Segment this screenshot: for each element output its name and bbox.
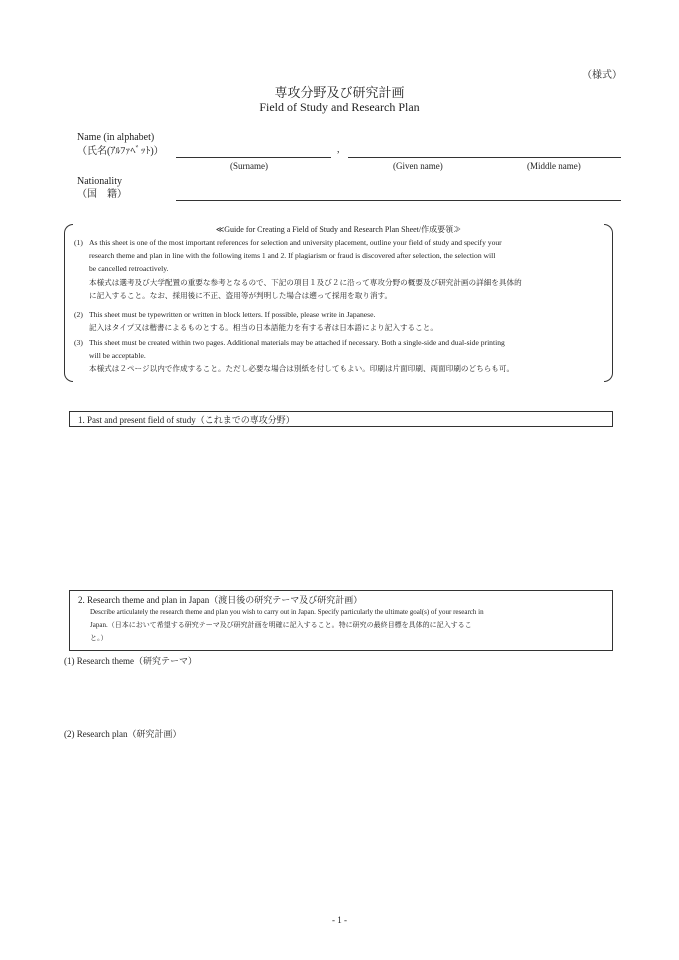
nationality-field[interactable]	[176, 200, 621, 201]
surname-field[interactable]	[176, 157, 331, 158]
name-label-english: Name (in alphabet)	[77, 132, 155, 143]
nationality-label-japanese: （国 籍）	[77, 189, 127, 200]
section-2-description-line: Describe articulately the research theme and plan you wish to carry out in Japan. Specify particularly the ultimate goal(s) of your research in	[90, 608, 484, 616]
section-2-description-line: と。）	[90, 634, 108, 642]
guide-line: 本様式は２ページ以内で作成すること。ただし必要な場合は別紙を付してもよい。印刷は片面印刷、両面印刷のどちらも可。	[89, 364, 515, 374]
guide-line: research theme and plan in line with the following items 1 and 2. If plagiarism or fraud is discovered after selection, the selection will	[89, 251, 496, 261]
guide-line: As this sheet is one of the most important references for selection and university placement, outline your field of study and specify your	[89, 238, 502, 247]
section-1-header: 1. Past and present field of study（これまでの専攻分野）	[69, 411, 613, 427]
page-title-japanese: 専攻分野及び研究計画	[274, 85, 405, 100]
middle-name-label: (Middle name)	[527, 161, 581, 171]
guide-box	[64, 224, 613, 382]
guide-item-3	[74, 336, 610, 376]
guide-line: This sheet must be typewritten or written in block letters. If possible, please write in Japanese.	[89, 310, 376, 319]
guide-line: will be acceptable.	[89, 351, 146, 361]
form-type-label: （様式）	[582, 70, 622, 81]
guide-item-number: (1)	[74, 238, 83, 247]
page-number: - 1 -	[332, 915, 347, 925]
guide-line: 記入はタイプ又は楷書によるものとする。相当の日本語能力を有する者は日本語により記入すること。	[89, 323, 438, 333]
given-middle-name-field[interactable]	[348, 157, 621, 158]
research-theme-label: (1) Research theme（研究テーマ）	[64, 656, 197, 666]
guide-title: ≪Guide for Creating a Field of Study and Research Plan Sheet/作成要領≫	[215, 225, 462, 234]
guide-line: 本様式は選考及び大学配置の重要な参考となるので、下記の項目１及び２に沿って専攻分野の概要及び研究計画の詳細を具体的	[89, 277, 522, 287]
name-label-japanese: （氏名(ｱﾙﾌｧﾍﾞｯﾄ)）	[77, 146, 164, 157]
given-name-label: (Given name)	[393, 161, 443, 171]
guide-item-number: (2)	[74, 310, 83, 319]
surname-label: (Surname)	[230, 161, 268, 171]
nationality-label-english: Nationality	[77, 176, 122, 187]
name-comma: ,	[337, 144, 340, 155]
guide-item-number: (3)	[74, 338, 83, 347]
guide-line: This sheet must be created within two pages. Additional materials may be attached if necessary. Both a single-side and dual-side printing	[89, 338, 505, 347]
guide-item-1	[74, 236, 610, 302]
guide-line: be cancelled retroactively.	[89, 264, 169, 274]
section-2-description-line: Japan.（日本において希望する研究テーマ及び研究計画を明確に記入すること。特に研究の最終目標を具体的に記入するこ	[90, 621, 472, 629]
page-title-english: Field of Study and Research Plan	[259, 100, 420, 114]
guide-left-bracket	[64, 224, 73, 382]
section-2-header	[69, 590, 613, 651]
section-2-title: 2. Research theme and plan in Japan（渡日後の研究テーマ及び研究計画）	[78, 595, 363, 605]
research-plan-label: (2) Research plan（研究計画）	[64, 729, 182, 739]
guide-item-2	[74, 308, 610, 334]
guide-line: に記入すること。なお、採用後に不正、盗用等が判明した場合は遡って採用を取り消す。	[89, 290, 393, 300]
